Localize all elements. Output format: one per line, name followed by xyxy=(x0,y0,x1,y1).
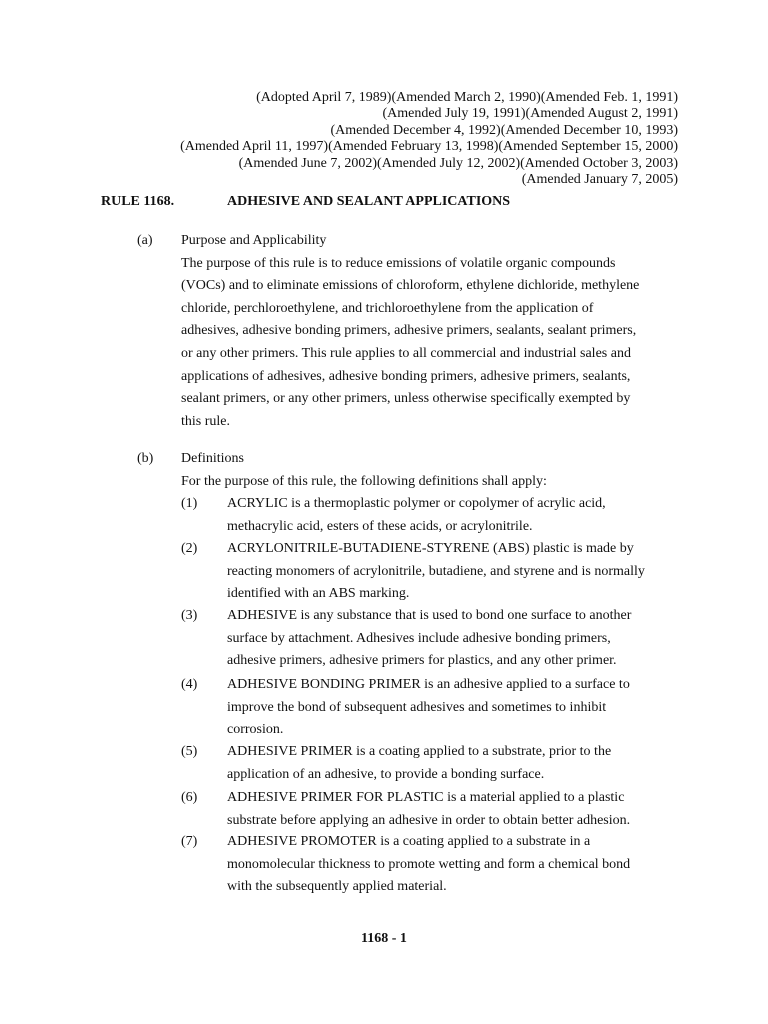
paragraph-line: applications of adhesives, adhesive bonding primers, adhesive primers, sealants, xyxy=(181,368,631,384)
paragraph-line: adhesives, adhesive bonding primers, adhesive primers, sealants, sealant primers, xyxy=(181,323,637,339)
section-title: Purpose and Applicability xyxy=(181,233,327,248)
definition-line: surface by attachment. Adhesives include adhesive bonding primers, xyxy=(227,630,611,646)
paragraph-line: or any other primers. This rule applies to all commercial and industrial sales and xyxy=(181,345,631,361)
definition-line: substrate before applying an adhesive in order to obtain better adhesion. xyxy=(227,812,631,828)
paragraph-line: chloride, perchloroethylene, and trichloroethylene from the application of xyxy=(181,300,594,316)
definition-line: with the subsequently applied material. xyxy=(227,879,447,895)
history-line: (Amended July 19, 1991)(Amended August 2, 1991) xyxy=(382,106,678,122)
paragraph-line: For the purpose of this rule, the following definitions shall apply: xyxy=(181,473,547,489)
section-letter: (b) xyxy=(137,451,154,466)
definition-number: (6) xyxy=(181,790,198,805)
definition-text xyxy=(227,538,678,606)
paragraph-line: sealant primers, or any other primers, unless otherwise specifically exempted by xyxy=(181,391,631,407)
history-line: (Adopted April 7, 1989)(Amended March 2, 1990)(Amended Feb. 1, 1991) xyxy=(256,90,678,105)
definition-number: (2) xyxy=(181,541,198,556)
definition-line: adhesive primers, adhesive primers for plastics, and any other primer. xyxy=(227,653,617,669)
definition-line: ADHESIVE is any substance that is used to bond one surface to another xyxy=(227,608,632,623)
definition-number: (1) xyxy=(181,496,198,511)
history-line: (Amended January 7, 2005) xyxy=(521,172,678,188)
definition-text xyxy=(227,605,678,673)
section-letter: (a) xyxy=(137,233,153,248)
definition-line: application of an adhesive, to provide a bonding surface. xyxy=(227,766,545,782)
amendment-history xyxy=(100,90,678,188)
history-line: (Amended December 4, 1992)(Amended December 10, 1993) xyxy=(330,122,678,138)
history-line: (Amended June 7, 2002)(Amended July 12, 2002)(Amended October 3, 2003) xyxy=(238,155,678,171)
definition-text xyxy=(227,831,678,899)
definition-line: methacrylic acid, esters of these acids, or acrylonitrile. xyxy=(227,518,533,534)
definition-line: ADHESIVE PRIMER FOR PLASTIC is a material applied to a plastic xyxy=(227,790,625,805)
definition-line: ADHESIVE PROMOTER is a coating applied to a substrate in a xyxy=(227,834,591,849)
definition-line: ACRYLIC is a thermoplastic polymer or copolymer of acrylic acid, xyxy=(227,496,606,511)
definition-line: corrosion. xyxy=(227,722,284,738)
definition-number: (3) xyxy=(181,608,198,623)
section-b-intro xyxy=(181,471,678,494)
definition-number: (4) xyxy=(181,677,198,692)
paragraph-line: The purpose of this rule is to reduce emissions of volatile organic compounds xyxy=(181,255,616,271)
definition-line: reacting monomers of acrylonitrile, butadiene, and styrene and is normally xyxy=(227,563,645,579)
history-line: (Amended April 11, 1997)(Amended February 13, 1998)(Amended September 15, 2000) xyxy=(180,139,678,155)
definition-line: monomolecular thickness to promote wetting and form a chemical bond xyxy=(227,856,631,872)
definition-number: (7) xyxy=(181,834,198,849)
paragraph-line: (VOCs) and to eliminate emissions of chloroform, ethylene dichloride, methylene xyxy=(181,278,640,294)
definition-text xyxy=(227,787,678,832)
definition-line: identified with an ABS marking. xyxy=(227,586,410,602)
definition-text xyxy=(227,741,678,786)
section-title: Definitions xyxy=(181,451,244,466)
definition-line: ADHESIVE PRIMER is a coating applied to a substrate, prior to the xyxy=(227,744,612,759)
definition-text xyxy=(227,493,678,538)
definition-line: improve the bond of subsequent adhesives and sometimes to inhibit xyxy=(227,699,607,715)
rule-number: RULE 1168. xyxy=(101,194,175,209)
definition-line: ADHESIVE BONDING PRIMER is an adhesive applied to a surface to xyxy=(227,677,630,692)
definition-number: (5) xyxy=(181,744,198,759)
definition-text xyxy=(227,674,678,742)
paragraph-line: this rule. xyxy=(181,413,230,429)
rule-title: ADHESIVE AND SEALANT APPLICATIONS xyxy=(227,194,511,209)
section-a-body xyxy=(181,253,678,434)
definition-line: ACRYLONITRILE-BUTADIENE-STYRENE (ABS) plastic is made by xyxy=(227,541,634,556)
page-number: 1168 - 1 xyxy=(361,931,407,946)
